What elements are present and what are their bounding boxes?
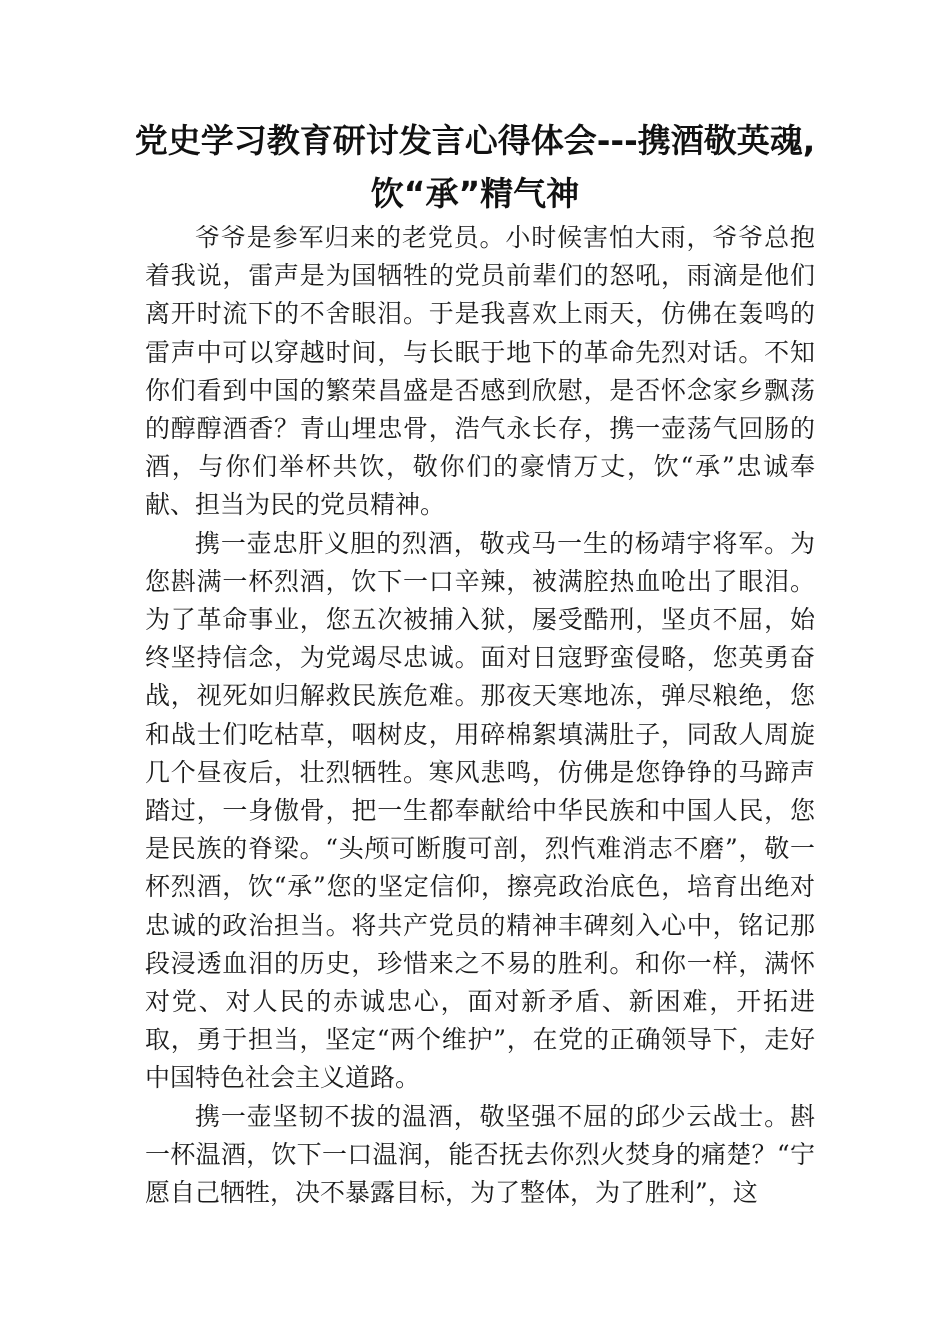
paragraph: 爷爷是参军归来的老党员。小时候害怕大雨，爷爷总抱着我说，雷声是为国牺牲的党员前辈们的怒吼，雨滴是他们离开时流下的不舍眼泪。于是我喜欢上雨天，仿佛在轰鸣的雷声中可以穿越时间，与长眠于地下的革命先烈对话。不知你们看到中国的繁荣昌盛是否感到欣慰，是否怀念家乡飘荡的醇醇酒香？青山埋忠骨，浩气永长存，携一壶荡气回肠的酒，与你们举杯共饮，敬你们的豪情万丈，饮“承”忠诚奉献、担当为民的党员精神。 <box>145 223 815 520</box>
paragraph: 携一壶坚韧不拔的温酒，敬坚强不屈的邱少云战士。斟一杯温酒，饮下一口温润，能否抚去你烈火焚身的痛楚？“宁愿自己牺牲，决不暴露目标，为了整体，为了胜利”，这 <box>145 1101 815 1208</box>
paragraph: 携一壶忠肝义胆的烈酒，敬戎马一生的杨靖宇将军。为您斟满一杯烈酒，饮下一口辛辣，被满腔热血呛出了眼泪。为了革命事业，您五次被捕入狱，屡受酷刑，坚贞不屈，始终坚持信念，为党竭尽忠诚。面对日寇野蛮侵略，您英勇奋战，视死如归解救民族危难。那夜天寒地冻，弹尽粮绝，您和战士们吃枯草，咽树皮，用碎棉絮填满肚子，同敌人周旋几个昼夜后，壮烈牺牲。寒风悲鸣，仿佛是您铮铮的马蹄声踏过，一身傲骨，把一生都奉献给中华民族和中国人民，您是民族的脊梁。“头颅可断腹可剖，烈忾难消志不磨”，敬一杯烈酒，饮“承”您的坚定信仰，擦亮政治底色，培育出绝对忠诚的政治担当。将共产党员的精神丰碑刻入心中，铭记那段浸透血泪的历史，珍惜来之不易的胜利。和你一样，满怀对党、对人民的赤诚忠心，面对新矛盾、新困难，开拓进取，勇于担当，坚定“两个维护”，在党的正确领导下，走好中国特色社会主义道路。 <box>145 528 815 1093</box>
document-body <box>145 219 815 1212</box>
document-title: 党史学习教育研讨发言心得体会---携酒敬英魂,饮“承”精气神 <box>134 121 816 213</box>
